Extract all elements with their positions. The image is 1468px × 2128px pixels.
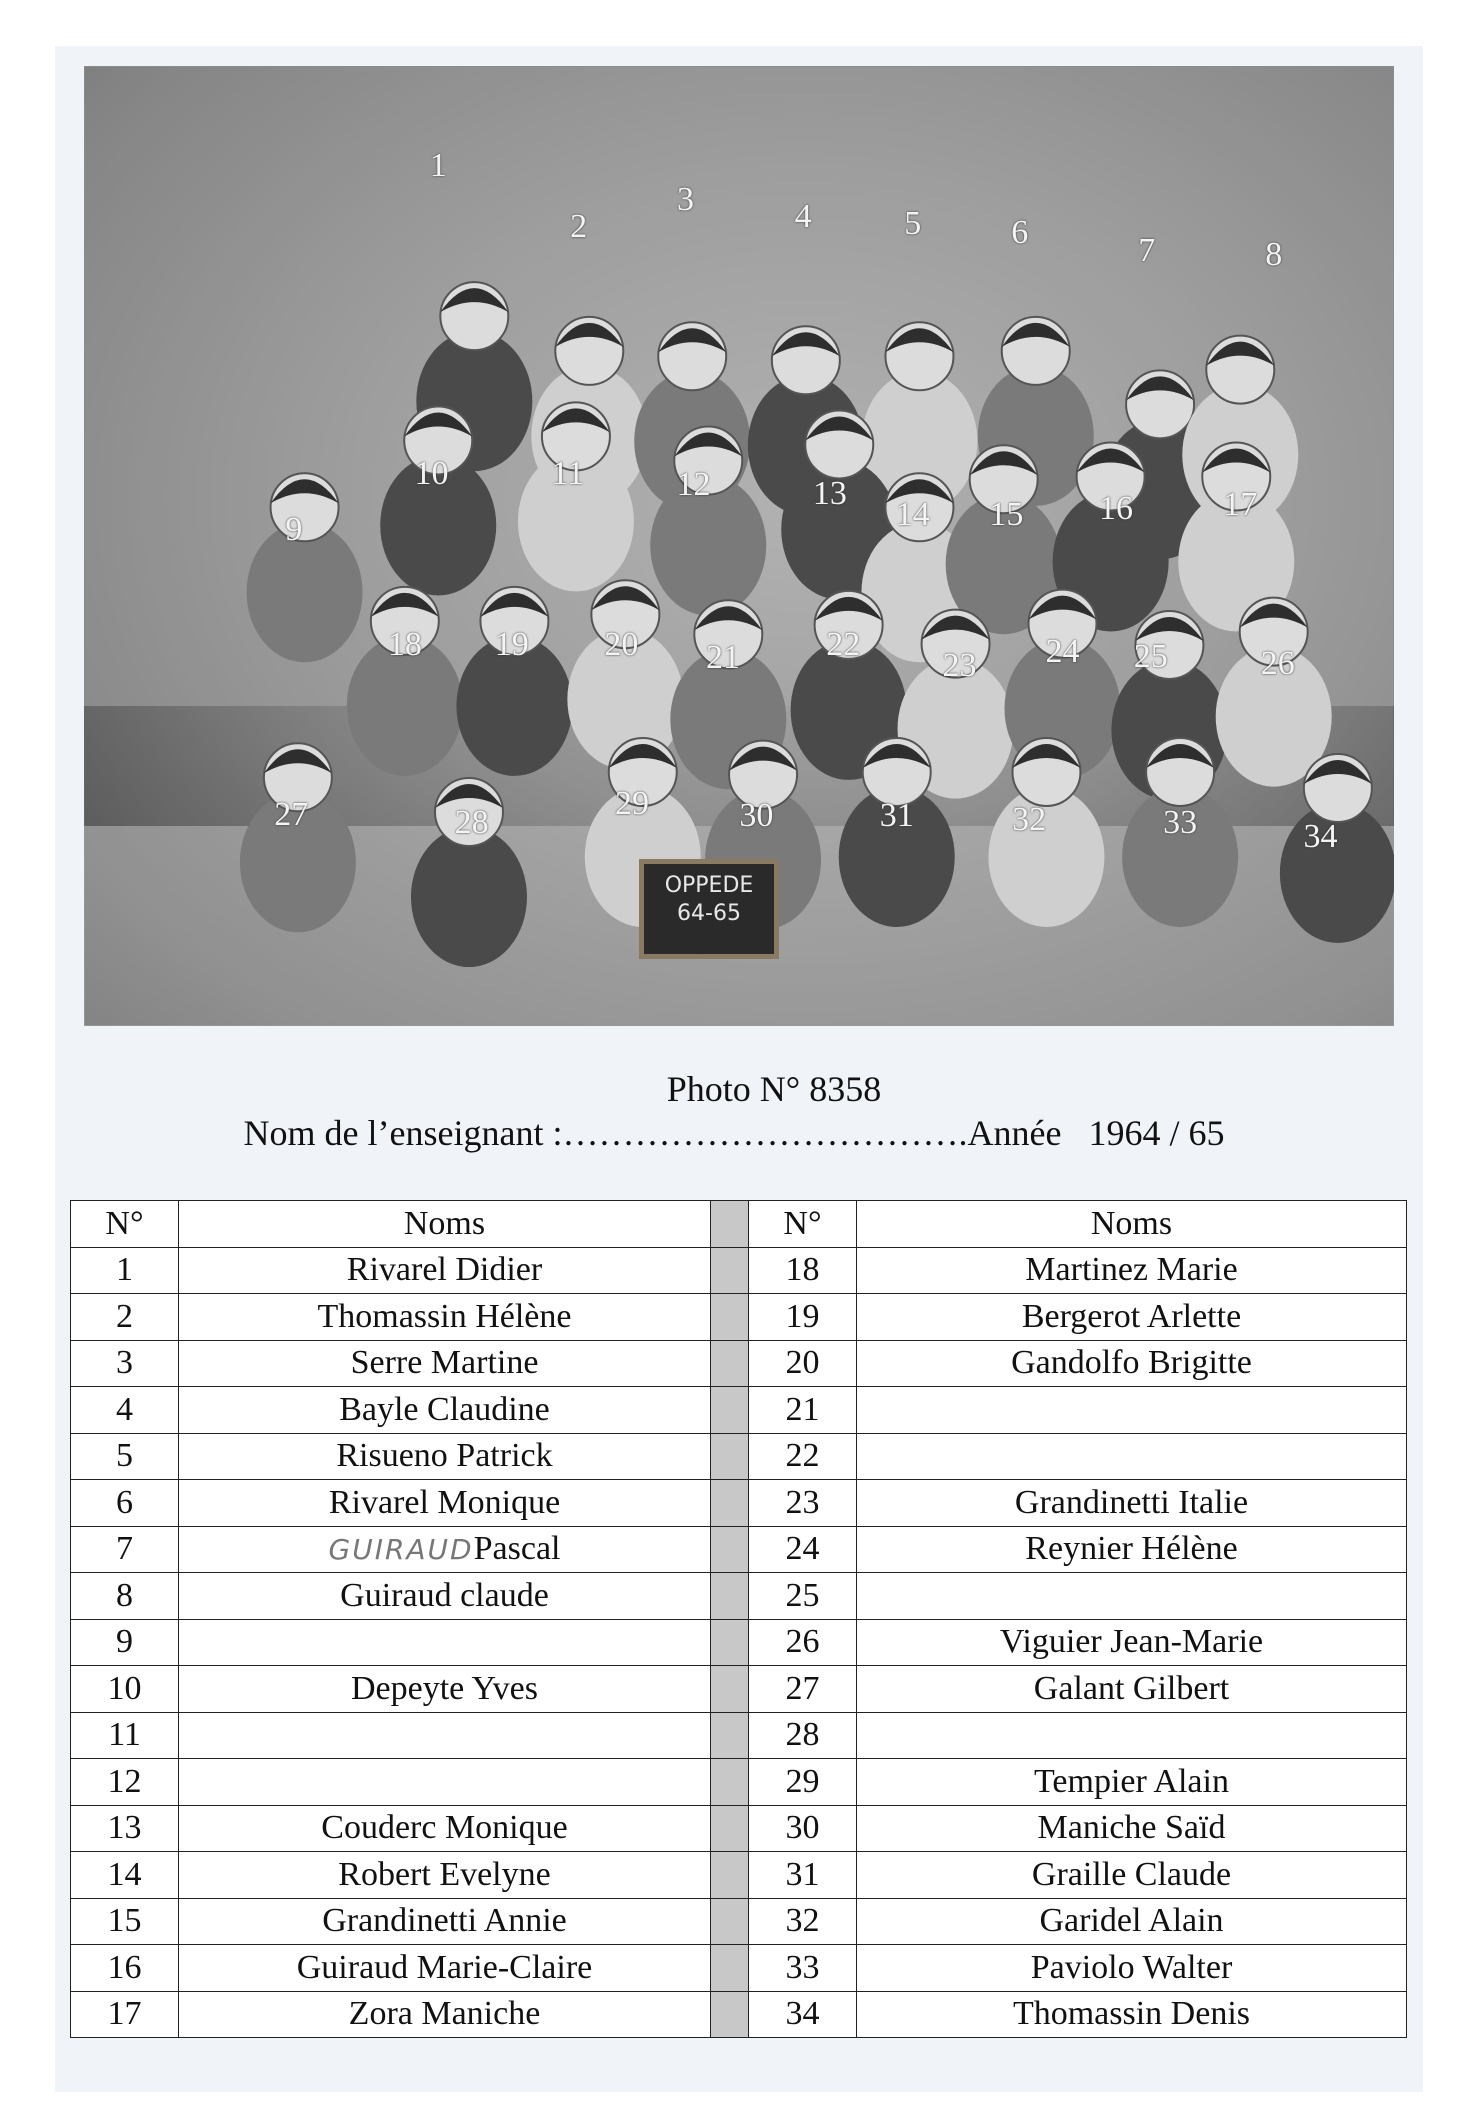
row-number: 25 (749, 1573, 857, 1620)
header-num-right: N° (749, 1201, 857, 1248)
row-name (857, 1573, 1407, 1620)
row-name: Couderc Monique (179, 1805, 711, 1852)
photo-number-label: 4 (794, 198, 812, 236)
table-row (71, 1898, 1407, 1945)
photo-number-label: 21 (705, 639, 740, 677)
photo-number-label: 10 (414, 454, 449, 492)
row-number: 30 (749, 1805, 857, 1852)
table-row (71, 1573, 1407, 1620)
row-name: Guiraud Marie-Claire (179, 1945, 711, 1992)
table-gap (711, 1805, 749, 1852)
table-row (71, 1247, 1407, 1294)
table-gap (711, 1480, 749, 1527)
row-name: Rivarel Didier (179, 1247, 711, 1294)
row-name: Robert Evelyne (179, 1852, 711, 1899)
row-number: 9 (71, 1619, 179, 1666)
row-number: 1 (71, 1247, 179, 1294)
row-name: Paviolo Walter (857, 1945, 1407, 1992)
table-gap (711, 1201, 749, 1248)
row-name: Thomassin Hélène (179, 1294, 711, 1341)
handwritten-annotation: GUIRAUD (328, 1533, 474, 1567)
row-number: 4 (71, 1387, 179, 1434)
table-gap (711, 1294, 749, 1341)
table-header-row (71, 1201, 1407, 1248)
table-gap (711, 1712, 749, 1759)
row-number: 13 (71, 1805, 179, 1852)
photo-number-label: 28 (454, 803, 489, 841)
table-row (71, 1805, 1407, 1852)
row-name (179, 1712, 711, 1759)
child-body (988, 787, 1104, 927)
names-table (70, 1200, 1407, 2038)
row-number: 17 (71, 1991, 179, 2038)
photo-number-label: 12 (676, 465, 711, 503)
row-name: Bayle Claudine (179, 1387, 711, 1434)
row-number: 2 (71, 1294, 179, 1341)
year-value: 1964 / 65 (1088, 1113, 1225, 1153)
row-name: Viguier Jean-Marie (857, 1619, 1407, 1666)
row-number: 11 (71, 1712, 179, 1759)
row-name: Garidel Alain (857, 1898, 1407, 1945)
row-name: Rivarel Monique (179, 1480, 711, 1527)
row-number: 27 (749, 1666, 857, 1713)
table-gap (711, 1991, 749, 2038)
row-number: 21 (749, 1387, 857, 1434)
row-name: Gandolfo Brigitte (857, 1340, 1407, 1387)
photo-number-label: 24 (1045, 632, 1080, 670)
row-name: Risueno Patrick (179, 1433, 711, 1480)
row-number: 31 (749, 1852, 857, 1899)
row-number: 28 (749, 1712, 857, 1759)
row-name: Zora Maniche (179, 1991, 711, 2038)
photo-number: Photo N° 8358 (666, 1069, 882, 1109)
row-name: Bergerot Arlette (857, 1294, 1407, 1341)
class-photo (84, 66, 1394, 1026)
photo-number-label: 15 (989, 496, 1024, 534)
child-body (247, 522, 363, 662)
teacher-label: Nom de l’enseignant :……………………………. (243, 1113, 968, 1153)
photo-number-label: 6 (1011, 214, 1029, 252)
table-gap (711, 1387, 749, 1434)
row-name (857, 1433, 1407, 1480)
photo-number-label: 5 (904, 204, 922, 242)
table-gap (711, 1852, 749, 1899)
row-name-text: Pascal (473, 1530, 561, 1568)
row-number: 23 (749, 1480, 857, 1527)
row-name (179, 1526, 711, 1573)
row-number: 3 (71, 1340, 179, 1387)
row-name: Grandinetti Annie (179, 1898, 711, 1945)
photo-number-label: 29 (615, 785, 650, 823)
table-gap (711, 1247, 749, 1294)
photo-number-label: 1 (429, 147, 447, 185)
row-number: 32 (749, 1898, 857, 1945)
photo-number-label: 3 (677, 180, 695, 218)
header-num-left: N° (71, 1201, 179, 1248)
row-number: 6 (71, 1480, 179, 1527)
photo-number-label: 27 (274, 795, 309, 833)
slate-board (639, 859, 779, 959)
row-name: Grandinetti Italie (857, 1480, 1407, 1527)
photo-number-label: 33 (1163, 803, 1198, 841)
row-name: Serre Martine (179, 1340, 711, 1387)
table-gap (711, 1666, 749, 1713)
child-body (411, 827, 527, 967)
photo-number-label: 31 (879, 797, 914, 835)
table-body (71, 1247, 1407, 2038)
row-name (857, 1712, 1407, 1759)
row-number: 26 (749, 1619, 857, 1666)
row-name (179, 1759, 711, 1806)
photo-number-label: 30 (739, 797, 774, 835)
table-row (71, 1526, 1407, 1573)
table-gap (711, 1573, 749, 1620)
header-names-right: Noms (857, 1201, 1407, 1248)
photo-number-label: 7 (1138, 231, 1156, 269)
photo-number-label: 32 (1012, 801, 1047, 839)
row-number: 16 (71, 1945, 179, 1992)
table-row (71, 1480, 1407, 1527)
names-table-wrapper (70, 1200, 1406, 2038)
table-gap (711, 1433, 749, 1480)
photo-number-label: 23 (942, 647, 977, 685)
row-number: 7 (71, 1526, 179, 1573)
photo-number-label: 17 (1223, 485, 1258, 523)
row-name: Thomassin Denis (857, 1991, 1407, 2038)
table-gap (711, 1898, 749, 1945)
photo-number-label: 20 (604, 625, 639, 663)
table-row (71, 1759, 1407, 1806)
row-number: 15 (71, 1898, 179, 1945)
table-row (71, 1991, 1407, 2038)
child-figure (240, 743, 356, 932)
photo-number-label: 2 (570, 207, 588, 245)
row-number: 18 (749, 1247, 857, 1294)
row-number: 10 (71, 1666, 179, 1713)
row-number: 8 (71, 1573, 179, 1620)
row-number: 24 (749, 1526, 857, 1573)
table-gap (711, 1340, 749, 1387)
photo-number-label: 25 (1133, 637, 1168, 675)
row-number: 22 (749, 1433, 857, 1480)
table-row (71, 1340, 1407, 1387)
table-row (71, 1619, 1407, 1666)
row-name: Galant Gilbert (857, 1666, 1407, 1713)
table-gap (711, 1759, 749, 1806)
slate-text-line2: 64-65 (677, 901, 741, 926)
row-number: 34 (749, 1991, 857, 2038)
caption-teacher-year (0, 1112, 1468, 1154)
row-name: Maniche Saïd (857, 1805, 1407, 1852)
table-gap (711, 1619, 749, 1666)
table-row (71, 1666, 1407, 1713)
row-number: 19 (749, 1294, 857, 1341)
header-names-left: Noms (179, 1201, 711, 1248)
row-number: 29 (749, 1759, 857, 1806)
photo-number-label: 8 (1265, 235, 1283, 273)
table-row (71, 1433, 1407, 1480)
photo-number-label: 34 (1303, 818, 1338, 856)
slate-text-line1: OPPEDE (664, 873, 754, 898)
row-name: Depeyte Yves (179, 1666, 711, 1713)
photo-number-label: 18 (387, 625, 422, 663)
row-name (857, 1387, 1407, 1434)
table-row (71, 1294, 1407, 1341)
row-number: 5 (71, 1433, 179, 1480)
table-row (71, 1387, 1407, 1434)
table-gap (711, 1945, 749, 1992)
photo-number-label: 13 (812, 474, 847, 512)
row-name: Tempier Alain (857, 1759, 1407, 1806)
row-number: 12 (71, 1759, 179, 1806)
photo-number-label: 26 (1260, 644, 1295, 682)
row-number: 20 (749, 1340, 857, 1387)
year-label: Année (967, 1113, 1062, 1153)
table-gap (711, 1526, 749, 1573)
photo-number-label: 14 (895, 496, 930, 534)
row-name: Martinez Marie (857, 1247, 1407, 1294)
photo-number-label: 22 (826, 625, 861, 663)
photo-number-label: 11 (551, 454, 585, 492)
row-name: Reynier Hélène (857, 1526, 1407, 1573)
row-name: Graille Claude (857, 1852, 1407, 1899)
row-name: Guiraud claude (179, 1573, 711, 1620)
photo-number-label: 16 (1098, 489, 1133, 527)
table-row (71, 1712, 1407, 1759)
photo-number-label: 19 (494, 625, 529, 663)
row-number: 33 (749, 1945, 857, 1992)
row-name (179, 1619, 711, 1666)
table-row (71, 1852, 1407, 1899)
photo-number-label: 9 (285, 511, 303, 548)
row-number: 14 (71, 1852, 179, 1899)
table-row (71, 1945, 1407, 1992)
